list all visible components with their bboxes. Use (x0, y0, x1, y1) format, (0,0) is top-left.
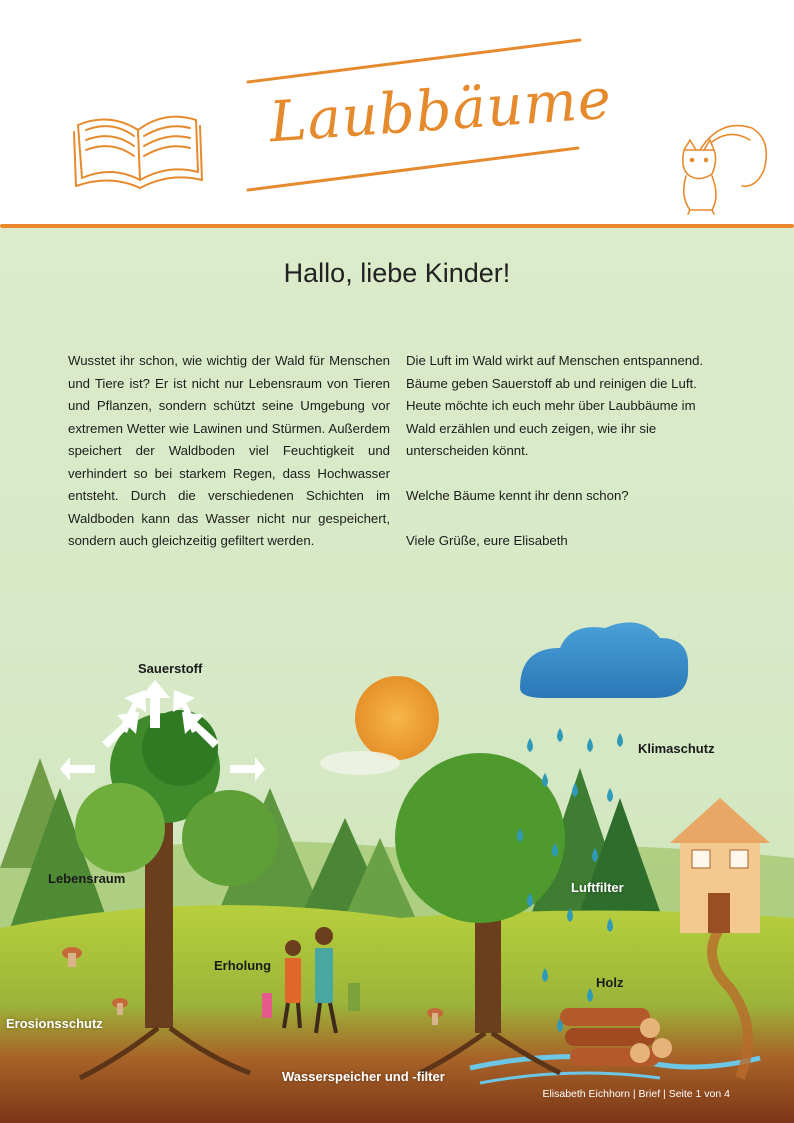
page-footer: Elisabeth Eichhorn | Brief | Seite 1 von 4 (542, 1088, 730, 1100)
intro-text-right (406, 350, 728, 575)
label-lebensraum: Lebensraum (48, 871, 126, 886)
intro-paragraph: Wusstet ihr schon, wie wichtig der Wald für Menschen und Tiere ist? Er ist nicht nur Lebensraum von Tieren und Pflanzen, sondern schützt seine Umgebung vor extremen Wetter wie Lawinen und Stürmen. Außerdem speichert der Waldboden viel Feuchtigkeit und verhindert so bei starkem Regen, dass Hochwasser entsteht. Durch die verschiedenen Schichten im Waldboden kann das Wasser nicht nur gespeichert, sondern auch gleichzeitig gefiltert werden. (68, 353, 390, 548)
page-title: Laubbäume (267, 66, 614, 156)
question-paragraph: Welche Bäume kennt ihr denn schon? (406, 488, 629, 503)
header (0, 0, 794, 228)
squirrel-icon (683, 126, 766, 214)
air-paragraph: Die Luft im Wald wirkt auf Menschen entspannend. Bäume geben Sauerstoff ab und reinigen die Luft. Heute möchte ich euch mehr über Laubbäume im Wald erzählen und euch zeigen, wie ihr sie unterscheiden könnt. (406, 353, 704, 458)
label-klimaschutz: Klimaschutz (638, 741, 715, 756)
label-erosionsschutz: Erosionsschutz (6, 1016, 103, 1031)
label-luftfilter: Luftfilter (571, 880, 624, 895)
label-holz: Holz (596, 975, 624, 990)
intro-text-left (68, 350, 390, 575)
greeting-heading: Hallo, liebe Kinder! (283, 258, 511, 288)
signature-paragraph: Viele Grüße, eure Elisabeth (406, 533, 568, 548)
label-erholung: Erholung (214, 958, 272, 973)
book-icon (74, 117, 202, 188)
sun-icon (355, 676, 439, 760)
label-wasserspeicher: Wasserspeicher und -filter (282, 1069, 445, 1084)
label-sauerstoff: Sauerstoff (138, 661, 203, 676)
